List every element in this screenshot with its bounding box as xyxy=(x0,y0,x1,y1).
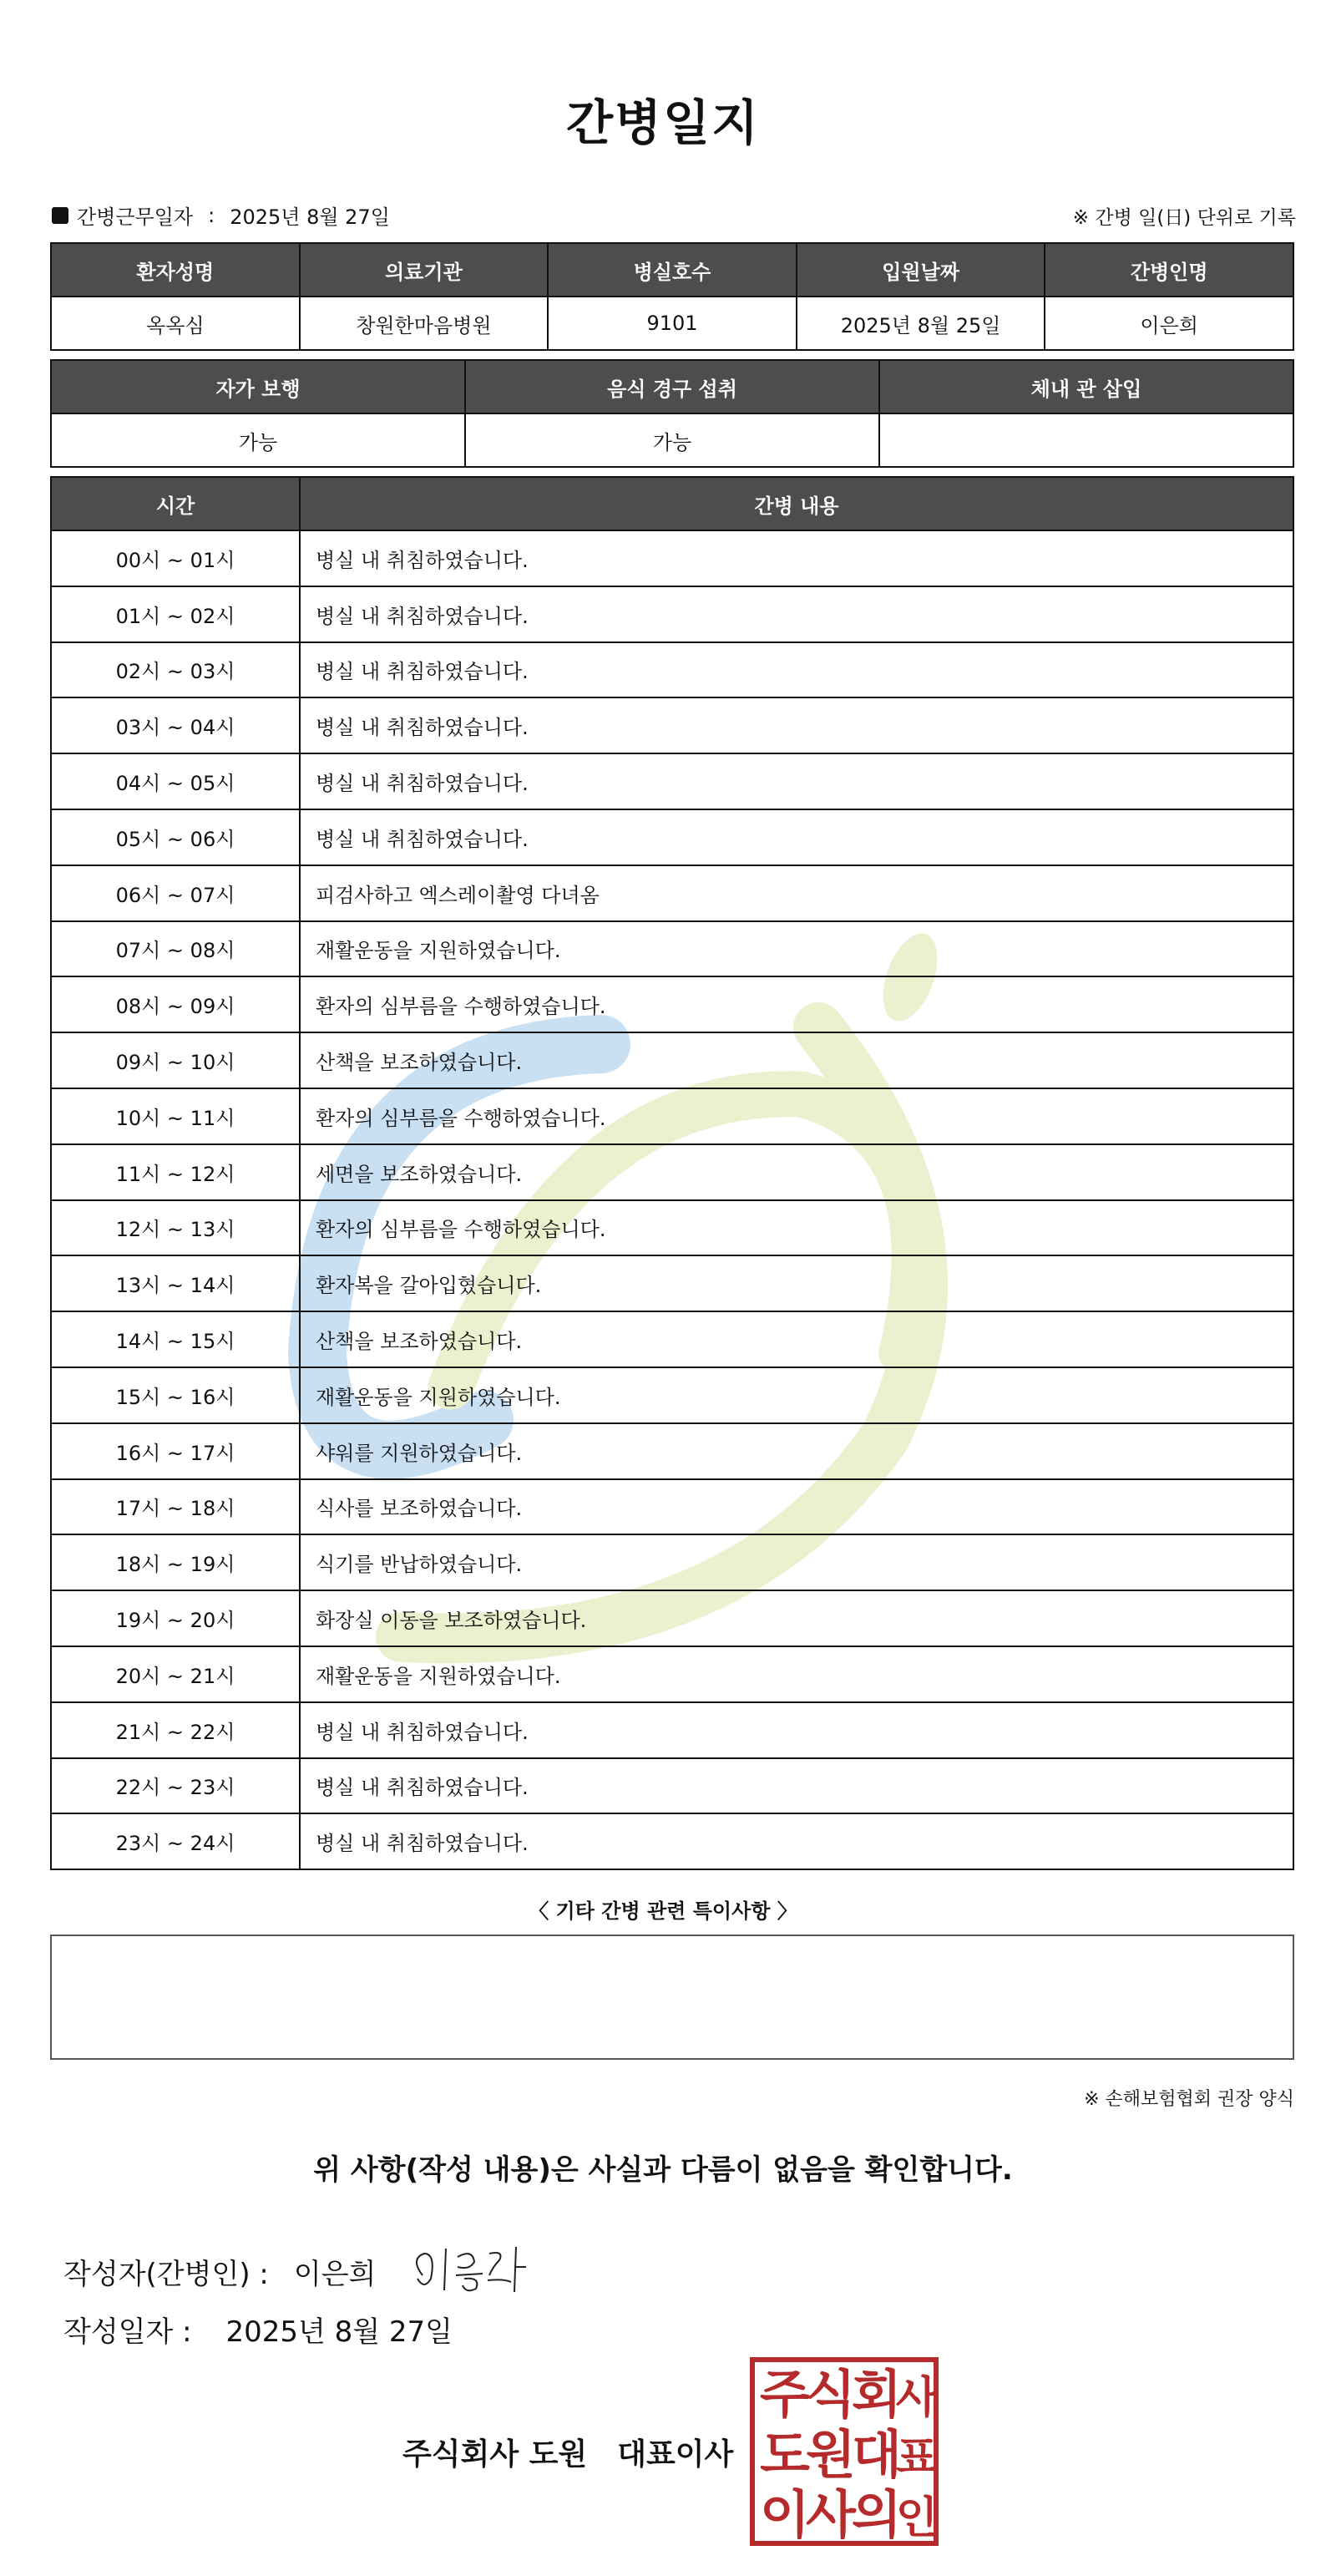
self-walking-value: 가능 xyxy=(51,413,465,467)
log-content: 환자의 심부름을 수행하였습니다. xyxy=(300,1088,1293,1144)
log-row xyxy=(51,1813,1293,1869)
institution: 창원한마음병원 xyxy=(300,297,549,350)
patient-value-row xyxy=(51,297,1293,350)
log-content: 세면을 보조하였습니다. xyxy=(300,1144,1293,1200)
svg-text:주: 주 xyxy=(760,2364,810,2425)
tube-insertion-value xyxy=(879,413,1293,467)
log-content: 병실 내 취침하였습니다. xyxy=(300,530,1293,586)
header-institution: 의료기관 xyxy=(300,243,549,297)
log-row xyxy=(51,865,1293,921)
log-time: 02시 ~ 03시 xyxy=(51,642,300,698)
unit-note: ※ 간병 일(日) 단위로 기록 xyxy=(1072,207,1296,229)
svg-text:표: 표 xyxy=(895,2433,939,2483)
log-content: 병실 내 취침하였습니다. xyxy=(300,809,1293,865)
meta-row xyxy=(52,197,1296,231)
log-time: 17시 ~ 18시 xyxy=(51,1479,300,1535)
log-content: 식기를 반납하였습니다. xyxy=(300,1534,1293,1590)
svg-text:사: 사 xyxy=(806,2484,856,2545)
log-time: 12시 ~ 13시 xyxy=(51,1200,300,1256)
svg-text:사: 사 xyxy=(895,2373,939,2423)
log-header-row xyxy=(51,477,1293,530)
header-patient-name: 환자성명 xyxy=(51,243,300,297)
log-time: 00시 ~ 01시 xyxy=(51,530,300,586)
care-log-table xyxy=(50,476,1294,1870)
header-admission-date: 입원날짜 xyxy=(797,243,1045,297)
log-content: 재활운동을 지원하였습니다. xyxy=(300,1646,1293,1702)
log-content: 병실 내 취침하였습니다. xyxy=(300,642,1293,698)
log-row xyxy=(51,921,1293,977)
log-content: 식사를 보조하였습니다. xyxy=(300,1479,1293,1535)
log-time: 10시 ~ 11시 xyxy=(51,1088,300,1144)
writer-name: 이은희 xyxy=(293,2257,377,2291)
svg-text:대: 대 xyxy=(852,2424,902,2485)
log-content: 재활운동을 지원하였습니다. xyxy=(300,921,1293,977)
svg-text:이: 이 xyxy=(760,2484,810,2545)
work-date-value: 2025년 8월 27일 xyxy=(230,205,390,229)
log-row xyxy=(51,530,1293,586)
log-time: 15시 ~ 16시 xyxy=(51,1367,300,1423)
notes-title: 〈 기타 간병 관련 특이사항 〉 xyxy=(529,1899,797,1923)
header-room-number: 병실호수 xyxy=(548,243,797,297)
log-row xyxy=(51,1032,1293,1088)
log-time: 23시 ~ 24시 xyxy=(51,1813,300,1869)
room-number: 9101 xyxy=(548,297,797,350)
header-care-content: 간병 내용 xyxy=(300,477,1293,530)
log-row xyxy=(51,1200,1293,1256)
svg-text:회: 회 xyxy=(852,2364,902,2425)
work-date-label: 간병근무일자 xyxy=(77,205,194,229)
status-value-row xyxy=(51,413,1293,467)
oral-intake-value: 가능 xyxy=(465,413,879,467)
patient-info-table xyxy=(50,242,1294,351)
svg-text:식: 식 xyxy=(806,2364,856,2425)
log-row xyxy=(51,642,1293,698)
log-content: 피검사하고 엑스레이촬영 다녀옴 xyxy=(300,865,1293,921)
log-row xyxy=(51,1534,1293,1590)
log-row xyxy=(51,809,1293,865)
writer-row xyxy=(63,2242,539,2300)
log-row xyxy=(51,1479,1293,1535)
log-time: 16시 ~ 17시 xyxy=(51,1423,300,1479)
log-time: 19시 ~ 20시 xyxy=(51,1590,300,1646)
log-content: 환자의 심부름을 수행하였습니다. xyxy=(300,976,1293,1032)
svg-text:의: 의 xyxy=(852,2484,902,2545)
patient-name: 옥옥심 xyxy=(51,297,300,350)
log-row xyxy=(51,976,1293,1032)
log-time: 04시 ~ 05시 xyxy=(51,753,300,809)
written-date-row xyxy=(63,2309,453,2350)
written-date-value: 2025년 8월 27일 xyxy=(225,2315,453,2349)
log-time: 09시 ~ 10시 xyxy=(51,1032,300,1088)
log-time: 18시 ~ 19시 xyxy=(51,1534,300,1590)
signature-icon xyxy=(406,2242,539,2300)
log-time: 03시 ~ 04시 xyxy=(51,697,300,753)
log-row xyxy=(51,1646,1293,1702)
admission-date: 2025년 8월 25일 xyxy=(797,297,1045,350)
log-time: 20시 ~ 21시 xyxy=(51,1646,300,1702)
log-row xyxy=(51,1367,1293,1423)
status-table xyxy=(50,359,1294,468)
log-content: 환자의 심부름을 수행하였습니다. xyxy=(300,1200,1293,1256)
log-row xyxy=(51,1590,1293,1646)
status-header-row xyxy=(51,360,1293,413)
caregiver-name: 이은희 xyxy=(1045,297,1293,350)
log-content: 병실 내 취침하였습니다. xyxy=(300,697,1293,753)
log-content: 산책을 보조하였습니다. xyxy=(300,1311,1293,1367)
svg-text:인: 인 xyxy=(895,2493,939,2543)
log-content: 병실 내 취침하였습니다. xyxy=(300,1758,1293,1814)
log-content: 환자복을 갈아입혔습니다. xyxy=(300,1255,1293,1311)
header-oral-intake: 음식 경구 섭취 xyxy=(465,360,879,413)
log-content: 병실 내 취침하였습니다. xyxy=(300,1702,1293,1758)
writer-label: 작성자(간병인) : xyxy=(63,2257,269,2291)
log-time: 13시 ~ 14시 xyxy=(51,1255,300,1311)
notes-box xyxy=(50,1935,1294,2060)
page-title: 간병일지 xyxy=(565,94,761,151)
company-title: 대표이사 xyxy=(617,2437,734,2472)
header-tube-insertion: 체내 관 삽입 xyxy=(879,360,1293,413)
log-row xyxy=(51,1144,1293,1200)
confirmation-statement: 위 사항(작성 내용)은 사실과 다름이 없음을 확인합니다. xyxy=(313,2153,1013,2187)
log-content: 병실 내 취침하였습니다. xyxy=(300,1813,1293,1869)
log-content: 병실 내 취침하였습니다. xyxy=(300,753,1293,809)
svg-text:원: 원 xyxy=(806,2424,856,2485)
form-note: ※ 손해보험협회 권장 양식 xyxy=(1084,2089,1294,2110)
log-row xyxy=(51,1758,1293,1814)
log-time: 11시 ~ 12시 xyxy=(51,1144,300,1200)
log-row xyxy=(51,753,1293,809)
log-content: 병실 내 취침하였습니다. xyxy=(300,586,1293,642)
log-time: 08시 ~ 09시 xyxy=(51,976,300,1032)
log-time: 14시 ~ 15시 xyxy=(51,1311,300,1367)
work-date-separator: : xyxy=(208,203,215,227)
log-row xyxy=(51,1702,1293,1758)
log-row xyxy=(51,1088,1293,1144)
log-row xyxy=(51,1311,1293,1367)
log-content: 산책을 보조하였습니다. xyxy=(300,1032,1293,1088)
log-time: 01시 ~ 02시 xyxy=(51,586,300,642)
work-date-group xyxy=(52,200,390,230)
log-time: 06시 ~ 07시 xyxy=(51,865,300,921)
log-row xyxy=(51,697,1293,753)
log-content: 화장실 이동을 보조하였습니다. xyxy=(300,1590,1293,1646)
log-row xyxy=(51,1423,1293,1479)
log-content: 샤워를 지원하였습니다. xyxy=(300,1423,1293,1479)
log-time: 05시 ~ 06시 xyxy=(51,809,300,865)
patient-header-row xyxy=(51,243,1293,297)
log-row xyxy=(51,586,1293,642)
header-time: 시간 xyxy=(51,477,300,530)
written-date-label: 작성일자 : xyxy=(63,2315,192,2349)
log-content: 재활운동을 지원하였습니다. xyxy=(300,1367,1293,1423)
company-line xyxy=(402,2431,733,2473)
header-caregiver-name: 간병인명 xyxy=(1045,243,1293,297)
company-name: 주식회사 도원 xyxy=(402,2437,588,2472)
log-time: 22시 ~ 23시 xyxy=(51,1758,300,1814)
bullet-square-icon xyxy=(52,207,68,224)
log-body xyxy=(51,530,1293,1869)
company-seal-icon xyxy=(750,2357,939,2546)
log-row xyxy=(51,1255,1293,1311)
log-time: 21시 ~ 22시 xyxy=(51,1702,300,1758)
log-time: 07시 ~ 08시 xyxy=(51,921,300,977)
svg-text:도: 도 xyxy=(760,2424,810,2485)
header-self-walking: 자가 보행 xyxy=(51,360,465,413)
